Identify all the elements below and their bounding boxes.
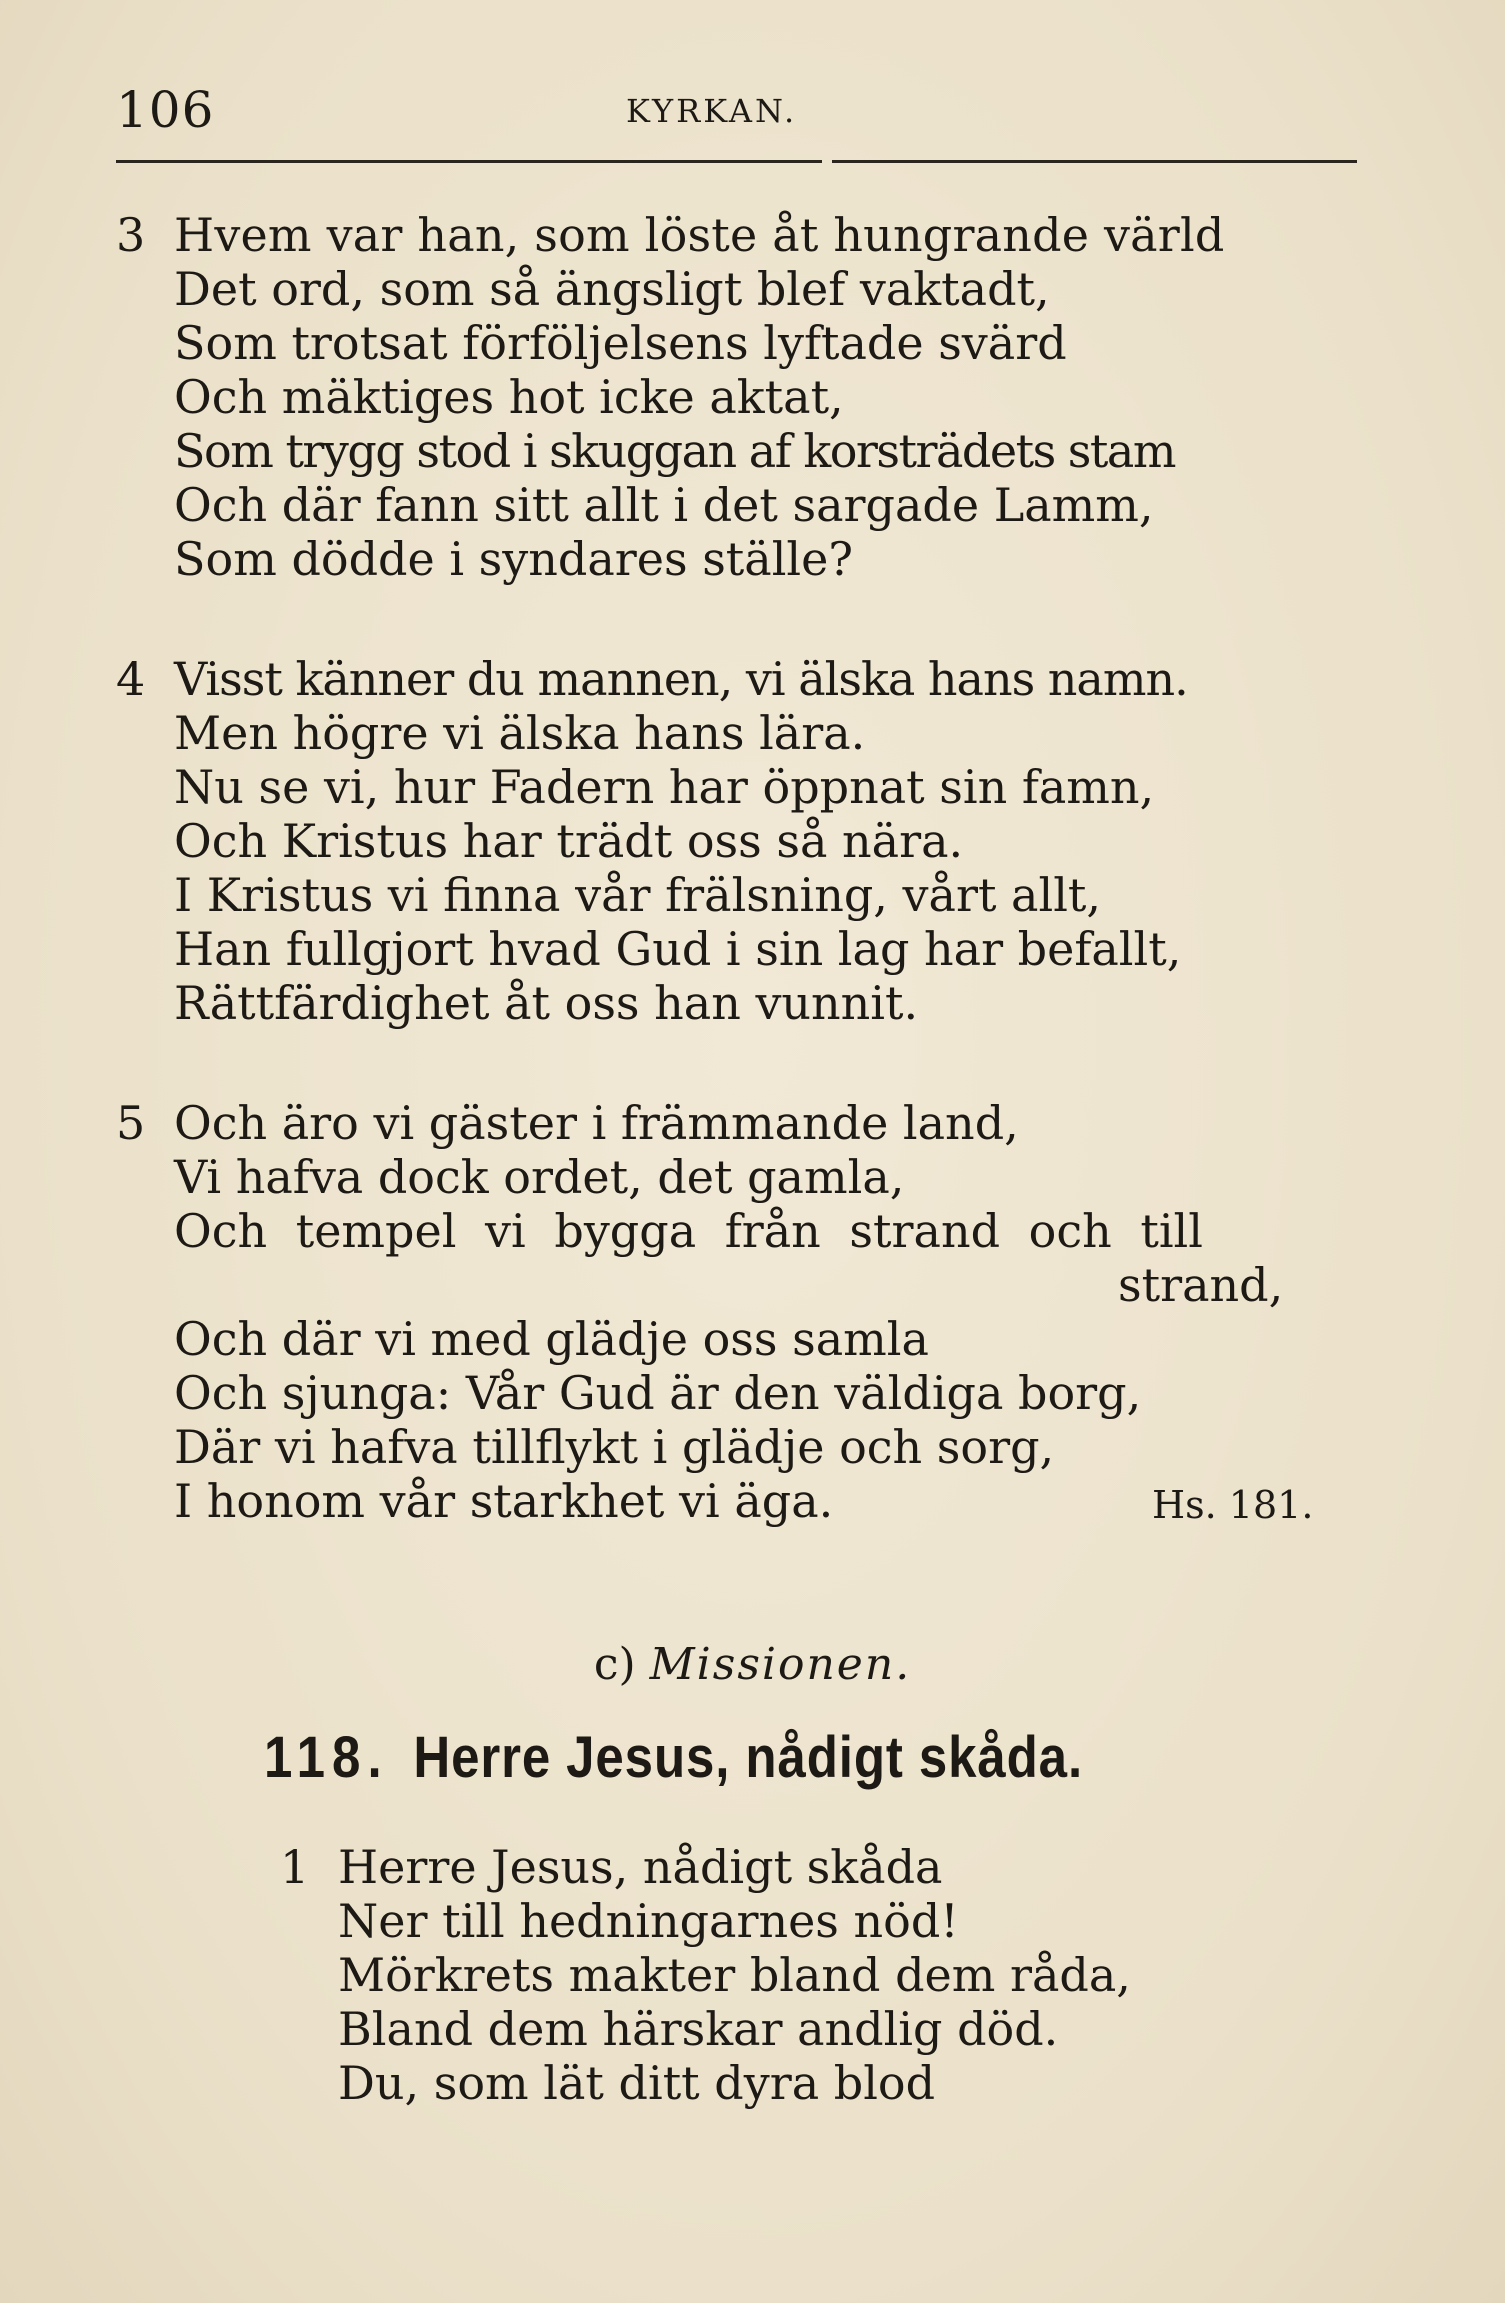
verse-line: Du, som lät ditt dyra blod [338,2056,936,2110]
verse-line: Rättfärdighet åt oss han vunnit. [174,976,919,1030]
verse-line: I honom vår starkhet vi äga. [174,1474,834,1528]
hymn-number: 118. [264,1725,389,1790]
verse-line: Bland dem härskar andlig död. [338,2002,1059,2056]
verse-line: Där vi hafva tillflykt i glädje och sorg, [174,1420,1055,1474]
verse-line: Och Kristus har trädt oss så nära. [174,814,964,868]
running-title: KYRKAN. [626,92,798,130]
hymn-reference: Hs. 181. [1152,1483,1314,1527]
header-rule-right [832,160,1357,163]
verse-number: 1 [280,1840,310,1894]
verse-line: Men högre vi älska hans lära. [174,706,866,760]
verse-line: Och där fann sitt allt i det sargade Lamm, [174,478,1154,532]
verse-line: Herre Jesus, nådigt skåda [338,1840,943,1894]
verse-line: I Kristus vi finna vår frälsning, vårt allt, [174,868,1102,922]
verse-line: Nu se vi, hur Fadern har öppnat sin famn, [174,760,1155,814]
verse-line: Och tempel vi bygga från strand och till [174,1204,1203,1258]
page-header [116,80,1361,140]
verse-line: Och mäktiges hot icke aktat, [174,370,844,424]
section-title: Missionen. [649,1639,912,1690]
hymn-heading [264,1718,1083,1798]
verse-line: Ner till hedningarnes nöd! [338,1894,959,1948]
hymn-title: Herre Jesus, nådigt skåda. [413,1725,1084,1790]
section-prefix: c) [593,1639,636,1690]
verse-line: Och äro vi gäster i främmande land, [174,1096,1019,1150]
verse-line: Och där vi med glädje oss samla [174,1312,929,1366]
verse-line: Som trygg stod i skuggan af korsträdets stam [174,424,1175,478]
verse-number: 5 [116,1096,146,1150]
verse-line: Det ord, som så ängsligt blef vaktadt, [174,262,1050,316]
verse-line: Vi hafva dock ordet, det gamla, [174,1150,905,1204]
header-rule-left [116,160,822,163]
verse-line: Hvem var han, som löste åt hungrande värld [174,208,1225,262]
verse-line: Han fullgjort hvad Gud i sin lag har befallt, [174,922,1182,976]
verse-line: Som trotsat förföljelsens lyftade svärd [174,316,1067,370]
verse-number: 3 [116,208,146,262]
verse-line: Som dödde i syndares ställe? [174,532,854,586]
verse-line: Och sjunga: Vår Gud är den väldiga borg, [174,1366,1142,1420]
page-number: 106 [116,81,215,139]
verse-line: Visst känner du mannen, vi älska hans namn. [174,652,1188,706]
verse-number: 4 [116,652,146,706]
section-heading [0,1635,1505,1695]
verse-line-continuation: strand, [1118,1258,1284,1312]
verse-line: Mörkrets makter bland dem råda, [338,1948,1131,2002]
